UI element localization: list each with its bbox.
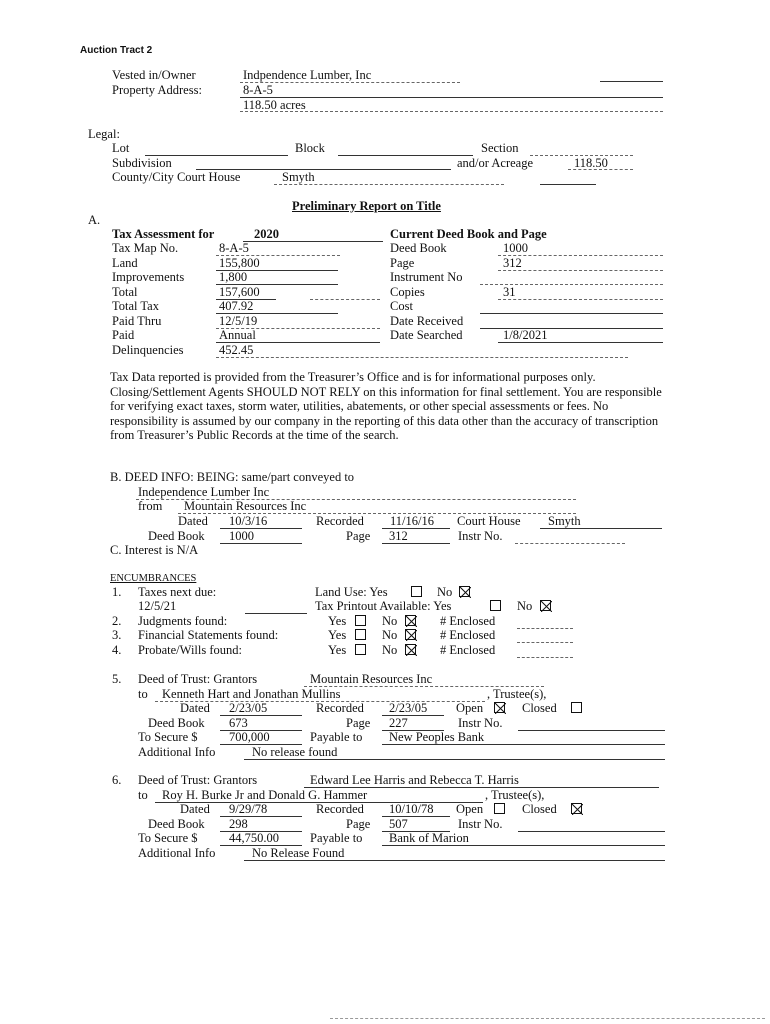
deed-book-value: 1000 xyxy=(229,529,254,543)
deed-instr-label: Instr No. xyxy=(458,529,503,543)
interest-line: C. Interest is N/A xyxy=(110,543,199,557)
deed-court-label: Court House xyxy=(457,514,521,528)
no-label: No xyxy=(382,643,398,657)
trust5-book-label: Deed Book xyxy=(148,716,205,730)
enclosed-label: # Enclosed xyxy=(440,628,496,642)
subdivision-label: Subdivision xyxy=(112,156,172,170)
trust6-secure: 44,750.00 xyxy=(229,831,279,845)
lot-label: Lot xyxy=(112,141,130,155)
trust5-grantors: Mountain Resources Inc xyxy=(310,672,433,686)
trust6-open-checkbox[interactable] xyxy=(494,803,505,814)
deed-book-row-label: Page xyxy=(390,256,415,270)
tax-row-label: Tax Map No. xyxy=(112,241,179,255)
property-address-value: 8-A-5 xyxy=(243,83,273,97)
encumbrance-label: 12/5/21 xyxy=(138,599,177,613)
tax-row-label: Land xyxy=(112,256,138,270)
trust5-closed-label: Closed xyxy=(522,701,557,715)
section-label: Section xyxy=(481,141,519,155)
enclosed-label: # Enclosed xyxy=(440,643,496,657)
tax-row-value: Annual xyxy=(219,328,256,342)
property-acres-value: 118.50 acres xyxy=(243,98,306,112)
tax-row-value: 8-A-5 xyxy=(219,241,249,255)
section-a-marker: A. xyxy=(88,213,101,227)
tax-row-label: Delinquencies xyxy=(112,343,184,357)
encumbrance-num: 1. xyxy=(112,585,122,599)
trust5-num: 5. xyxy=(112,672,122,686)
trust5-recorded-label: Recorded xyxy=(316,701,364,715)
trust6-book-label: Deed Book xyxy=(148,817,205,831)
probate-yes-checkbox[interactable] xyxy=(355,644,366,655)
trust5-book: 673 xyxy=(229,716,248,730)
no-label: No xyxy=(382,628,398,642)
trust6-trustee-suffix: , Trustee(s), xyxy=(485,788,545,802)
yes-label: Yes xyxy=(328,628,347,642)
trust6-closed-checkbox[interactable] xyxy=(571,803,582,814)
deed-court-value: Smyth xyxy=(548,514,581,528)
encumbrance-label: Taxes next due: xyxy=(138,585,217,599)
trust6-trustees: Roy H. Burke Jr and Donald G. Hammer xyxy=(162,788,368,802)
tax-row-label: Improvements xyxy=(112,270,185,284)
trust5-info-label: Additional Info xyxy=(138,745,216,759)
checked-x-icon xyxy=(572,804,583,815)
no-label: No xyxy=(437,585,453,599)
trust6-dated: 9/29/78 xyxy=(229,802,268,816)
encumbrance-label: Probate/Wills found: xyxy=(138,643,242,657)
deed-book-row-label: Date Searched xyxy=(390,328,463,342)
deed-dated-label: Dated xyxy=(178,514,208,528)
trust5-recorded: 2/23/05 xyxy=(389,701,428,715)
probate-no-checkbox[interactable] xyxy=(405,644,416,655)
printout-yes-checkbox[interactable] xyxy=(490,600,501,611)
legal-heading: Legal: xyxy=(88,127,120,141)
judgments-yes-checkbox[interactable] xyxy=(355,615,366,626)
checked-x-icon xyxy=(541,601,552,612)
trust6-book: 298 xyxy=(229,817,248,831)
report-title: Preliminary Report on Title xyxy=(292,199,441,213)
court-house-label: County/City Court House xyxy=(112,170,241,184)
tax-row-label: Paid xyxy=(112,328,135,342)
deed-book-row-label: Deed Book xyxy=(390,241,447,255)
encumbrance-num: 3. xyxy=(112,628,122,642)
trust5-trustee-suffix: , Trustee(s), xyxy=(487,687,547,701)
trust6-open-label: Open xyxy=(456,802,484,816)
trust5-secure: 700,000 xyxy=(229,730,270,744)
printout-no-checkbox[interactable] xyxy=(540,600,551,611)
trust6-num: 6. xyxy=(112,773,122,787)
vested-owner-label: Vested in/Owner xyxy=(112,68,196,82)
tax-row-label: Total Tax xyxy=(112,299,159,313)
vested-owner-value: Indpendence Lumber, Inc xyxy=(243,68,372,82)
deed-book-row-label: Cost xyxy=(390,299,413,313)
trust5-instr-label: Instr No. xyxy=(458,716,503,730)
trust6-recorded: 10/10/78 xyxy=(389,802,434,816)
encumbrance-num: 2. xyxy=(112,614,122,628)
checked-x-icon xyxy=(495,703,506,714)
trust5-secure-label: To Secure $ xyxy=(138,730,198,744)
deed-book-row-label: Copies xyxy=(390,285,425,299)
trust6-page-label: Page xyxy=(346,817,371,831)
judgments-no-checkbox[interactable] xyxy=(405,615,416,626)
trust6-instr-label: Instr No. xyxy=(458,817,503,831)
encumbrance-label: Judgments found: xyxy=(138,614,228,628)
deed-recorded-value: 11/16/16 xyxy=(390,514,434,528)
trust5-to-label: to xyxy=(138,687,148,701)
court-house-value: Smyth xyxy=(282,170,315,184)
tax-row-value: 452.45 xyxy=(219,343,254,357)
land-use-yes-checkbox[interactable] xyxy=(411,586,422,597)
tax-row-label: Total xyxy=(112,285,138,299)
trust5-payable: New Peoples Bank xyxy=(389,730,485,744)
yes-label: Yes xyxy=(328,643,347,657)
land-use-no-checkbox[interactable] xyxy=(459,586,470,597)
trust6-secure-label: To Secure $ xyxy=(138,831,198,845)
tax-disclaimer: Tax Data reported is provided from the Treasurer’s Office and is for informational purposes only. Closing/Settlement Agents SHOULD NOT RELY on this information for final settlement. You are responsible for verifying exact taxes, storm water, utilities, abatements, or other special assessments or fees. No responsibility is assumed by our company in the reporting of this data other than the accuracy of transcription from Treasurer’s Public Records at the time of the search. xyxy=(110,370,662,443)
trust5-trustees: Kenneth Hart and Jonathan Mullins xyxy=(162,687,341,701)
deed-book-row-value: 31 xyxy=(503,285,516,299)
no-label: No xyxy=(382,614,398,628)
deed-info-heading: B. DEED INFO: BEING: same/part conveyed to xyxy=(110,470,355,484)
deed-grantee: Independence Lumber Inc xyxy=(138,485,270,499)
deed-book-row-value: 1000 xyxy=(503,241,528,255)
encumbrances-heading: ENCUMBRANCES xyxy=(110,573,197,584)
trust5-payable-label: Payable to xyxy=(310,730,363,744)
checked-x-icon xyxy=(406,630,417,641)
tax-assessment-heading: Tax Assessment for xyxy=(112,227,215,241)
deed-book-row-label: Instrument No xyxy=(390,270,463,284)
financial-yes-checkbox[interactable] xyxy=(355,629,366,640)
trust6-closed-label: Closed xyxy=(522,802,557,816)
trust5-page: 227 xyxy=(389,716,408,730)
trust5-open-label: Open xyxy=(456,701,484,715)
trust6-grantors-label: Deed of Trust: Grantors xyxy=(138,773,258,787)
trust5-info: No release found xyxy=(252,745,338,759)
trust5-closed-checkbox[interactable] xyxy=(571,702,582,713)
checked-x-icon xyxy=(406,645,417,656)
property-address-label: Property Address: xyxy=(112,83,202,97)
acreage-label: and/or Acreage xyxy=(457,156,534,170)
trust5-grantors-label: Deed of Trust: Grantors xyxy=(138,672,258,686)
tax-printout-label: Tax Printout Available: Yes xyxy=(315,599,452,613)
yes-label: Yes xyxy=(328,614,347,628)
trust6-info: No Release Found xyxy=(252,846,345,860)
tax-row-value: 157,600 xyxy=(219,285,260,299)
trust6-grantors: Edward Lee Harris and Rebecca T. Harris xyxy=(310,773,519,787)
deed-recorded-label: Recorded xyxy=(316,514,364,528)
deed-book-row-label: Date Received xyxy=(390,314,464,328)
acreage-value: 118.50 xyxy=(574,156,608,170)
trust6-page: 507 xyxy=(389,817,408,831)
trust6-info-label: Additional Info xyxy=(138,846,216,860)
checked-x-icon xyxy=(460,587,471,598)
trust6-recorded-label: Recorded xyxy=(316,802,364,816)
deed-dated-value: 10/3/16 xyxy=(229,514,268,528)
trust5-dated: 2/23/05 xyxy=(229,701,268,715)
enclosed-label: # Enclosed xyxy=(440,614,496,628)
trust6-dated-label: Dated xyxy=(180,802,210,816)
deed-book-page-heading: Current Deed Book and Page xyxy=(390,227,547,241)
trust6-to-label: to xyxy=(138,788,148,802)
deed-book-label: Deed Book xyxy=(148,529,205,543)
trust5-dated-label: Dated xyxy=(180,701,210,715)
document-header: Auction Tract 2 xyxy=(80,45,153,56)
tax-row-label: Paid Thru xyxy=(112,314,162,328)
financial-no-checkbox[interactable] xyxy=(405,629,416,640)
deed-grantor: Mountain Resources Inc xyxy=(184,499,307,513)
tax-row-value: 155,800 xyxy=(219,256,260,270)
deed-page-label: Page xyxy=(346,529,371,543)
deed-page-value: 312 xyxy=(389,529,408,543)
deed-from-label: from xyxy=(138,499,163,513)
tax-row-value: 1,800 xyxy=(219,270,248,284)
deed-book-row-value: 1/8/2021 xyxy=(503,328,548,342)
tax-row-value: 12/5/19 xyxy=(219,314,258,328)
trust5-open-checkbox[interactable] xyxy=(494,702,505,713)
trust6-payable-label: Payable to xyxy=(310,831,363,845)
tax-row-value: 407.92 xyxy=(219,299,254,313)
encumbrance-num: 4. xyxy=(112,643,122,657)
trust5-page-label: Page xyxy=(346,716,371,730)
block-label: Block xyxy=(295,141,325,155)
trust6-payable: Bank of Marion xyxy=(389,831,469,845)
land-use-label: Land Use: Yes xyxy=(315,585,388,599)
deed-book-row-value: 312 xyxy=(503,256,522,270)
encumbrance-label: Financial Statements found: xyxy=(138,628,279,642)
tax-assessment-year: 2020 xyxy=(254,227,279,241)
no-label: No xyxy=(517,599,533,613)
checked-x-icon xyxy=(406,616,417,627)
